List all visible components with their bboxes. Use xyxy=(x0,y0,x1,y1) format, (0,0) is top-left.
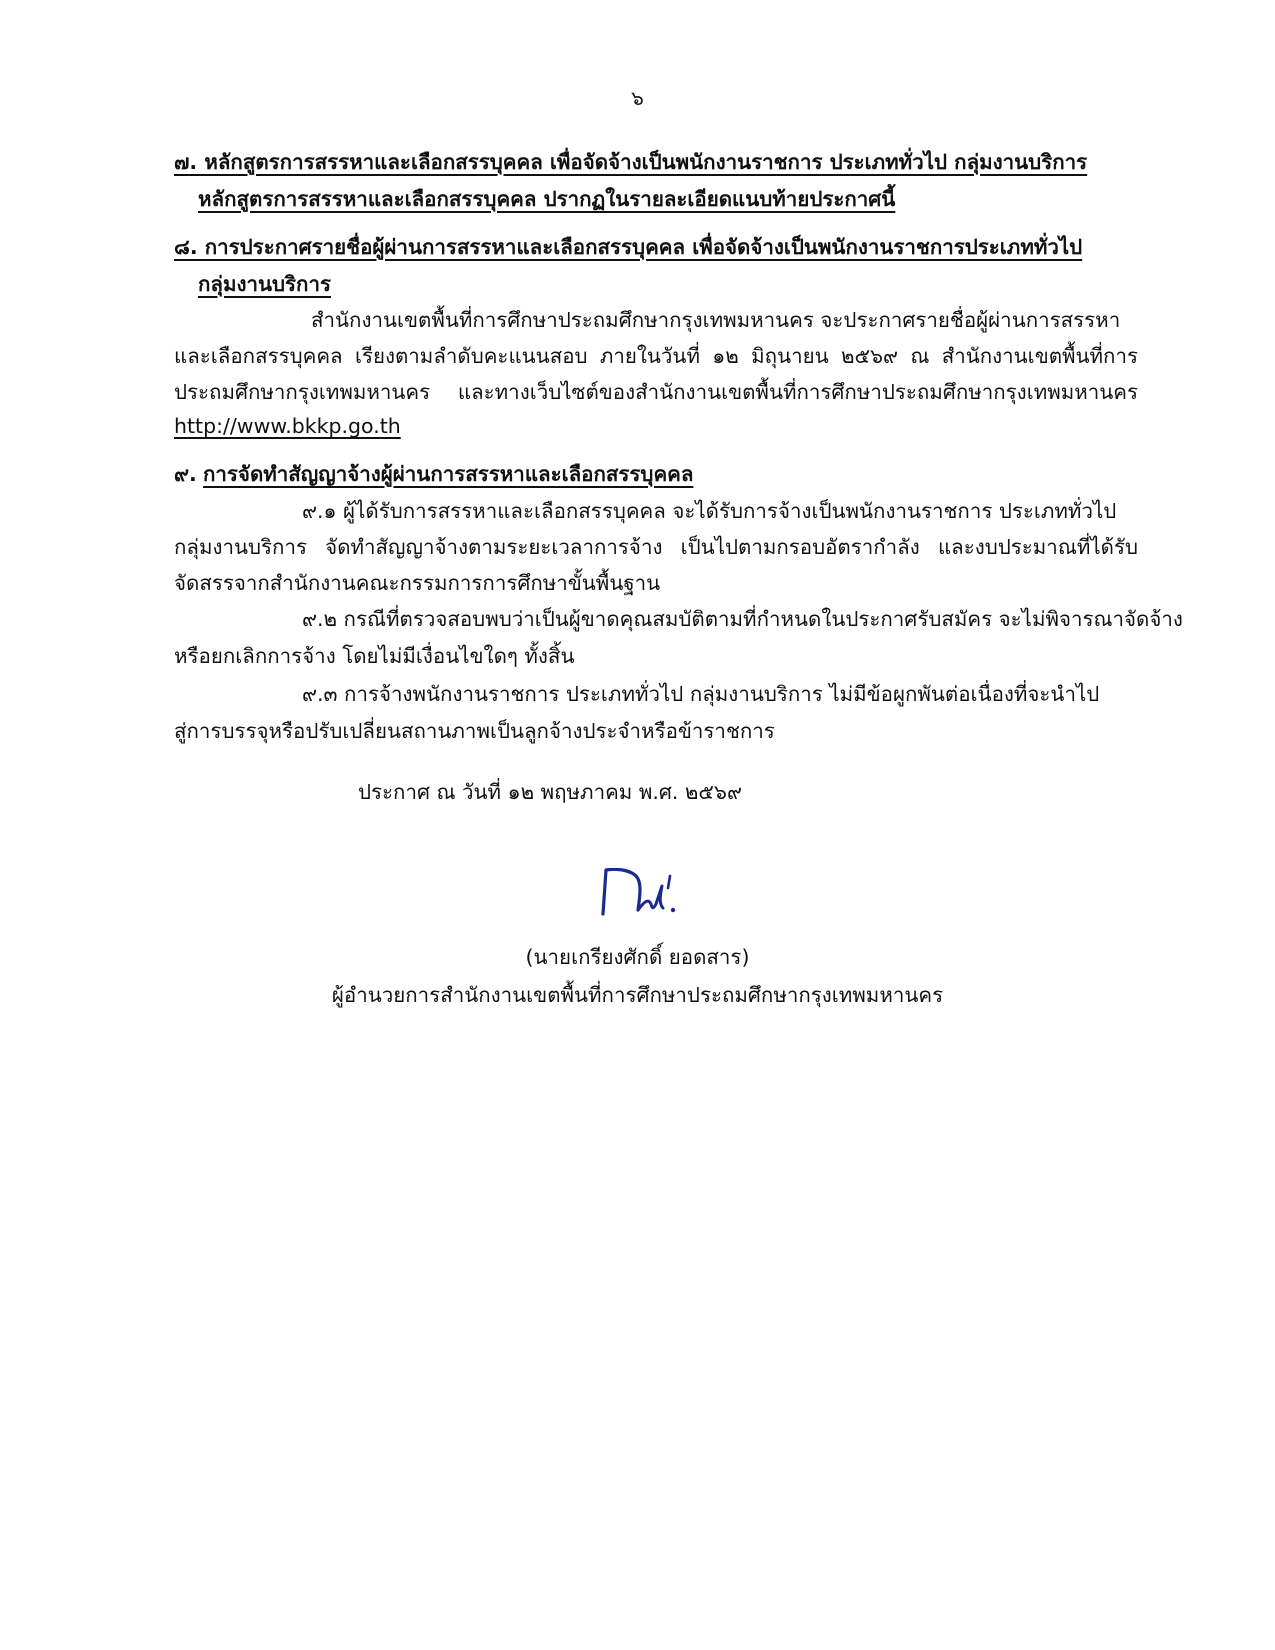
section-9-heading: การจัดทำสัญญาจ้างผู้ผ่านการสรรหาและเลือกสรรบุคคล xyxy=(203,462,694,486)
signature-icon xyxy=(596,868,706,950)
section-8-body-line: ประถมศึกษากรุงเทพมหานคร และทางเว็บไซต์ของสำนักงานเขตพื้นที่การศึกษาประถมศึกษากรุงเทพมหานคร xyxy=(174,380,1138,404)
section-7-subheading: หลักสูตรการสรรหาและเลือกสรรบุคคล ปรากฏในรายละเอียดแนบท้ายประกาศนี้ xyxy=(198,187,896,211)
announcement-date: ประกาศ ณ วันที่ ๑๒ พฤษภาคม พ.ศ. ๒๕๖๙ xyxy=(358,780,742,804)
section-9-3-line: สู่การบรรจุหรือปรับเปลี่ยนสถานภาพเป็นลูกจ้างประจำหรือข้าราชการ xyxy=(174,719,775,743)
section-9-1-line: กลุ่มงานบริการ จัดทำสัญญาจ้างตามระยะเวลาการจ้าง เป็นไปตามกรอบอัตรากำลัง และงบประมาณที่ได้รับ xyxy=(174,535,1138,559)
section-9-1-line: จัดสรรจากสำนักงานคณะกรรมการการศึกษาขั้นพื้นฐาน xyxy=(174,571,661,595)
section-9-2-line: ๙.๒ กรณีที่ตรวจสอบพบว่าเป็นผู้ขาดคุณสมบัติตามที่กำหนดในประกาศรับสมัคร จะไม่พิจารณาจัดจ้าง xyxy=(302,607,1183,631)
section-9-1-line: ๙.๑ ผู้ได้รับการสรรหาและเลือกสรรบุคคล จะได้รับการจ้างเป็นพนักงานราชการ ประเภททั่วไป xyxy=(302,499,1117,523)
section-8-heading-cont: กลุ่มงานบริการ xyxy=(198,272,331,296)
section-8-body-line: และเลือกสรรบุคคล เรียงตามลำดับคะแนนสอบ ภายในวันที่ ๑๒ มิถุนายน ๒๕๖๙ ณ สำนักงานเขตพื้นที่การ xyxy=(174,344,1138,368)
website-link[interactable]: http://www.bkkp.go.th xyxy=(174,414,401,438)
signature-image xyxy=(596,868,706,950)
signer-position: ผู้อำนวยการสำนักงานเขตพื้นที่การศึกษาประถมศึกษากรุงเทพมหานคร xyxy=(331,983,944,1007)
section-9-number: ๙. xyxy=(174,462,197,486)
section-7-heading: ๗. หลักสูตรการสรรหาและเลือกสรรบุคคล เพื่อจัดจ้างเป็นพนักงานราชการ ประเภททั่วไป กลุ่มงานบริการ xyxy=(174,150,1088,174)
signer-name: (นายเกรียงศักดิ์ ยอดสาร) xyxy=(525,945,750,969)
section-9-3-line: ๙.๓ การจ้างพนักงานราชการ ประเภททั่วไป กลุ่มงานบริการ ไม่มีข้อผูกพันต่อเนื่องที่จะนำไป xyxy=(302,682,1100,706)
section-9-2-line: หรือยกเลิกการจ้าง โดยไม่มีเงื่อนไขใดๆ ทั้งสิ้น xyxy=(174,644,575,668)
section-8-heading: ๘. การประกาศรายชื่อผู้ผ่านการสรรหาและเลือกสรรบุคคล เพื่อจัดจ้างเป็นพนักงานราชการประเภททั่วไป xyxy=(174,235,1083,259)
section-8-body-line: สำนักงานเขตพื้นที่การศึกษาประถมศึกษากรุงเทพมหานคร จะประกาศรายชื่อผู้ผ่านการสรรหา xyxy=(311,308,1121,332)
page-number: ๖ xyxy=(631,86,644,110)
